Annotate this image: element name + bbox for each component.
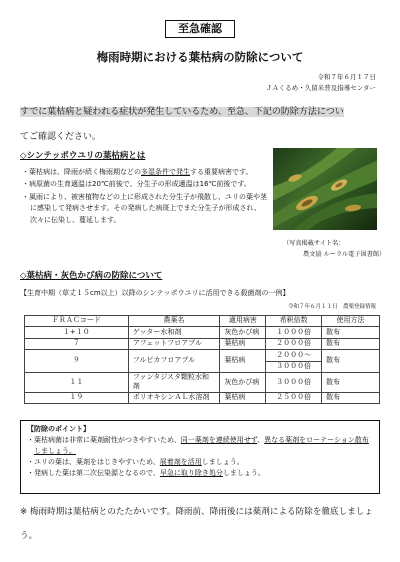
cell-name: ゲッター水和剤 <box>128 327 220 338</box>
document-title: 梅雨時期における葉枯病の防除について <box>96 50 304 64</box>
table-row <box>25 338 380 349</box>
photo-caption-line2: 農文協 ルーラル電子図書館） <box>303 251 386 258</box>
cell-name: ポリオキシンＡＬ水溶剤 <box>128 392 220 403</box>
urgent-badge: 至急確認 <box>165 20 235 38</box>
table-title: 【生育中期（草丈１５cm以上）以降のシンテッポウユリに活用できる殺菌剤の一例】 <box>20 289 290 297</box>
cell-dilution: １０００倍 <box>266 327 322 338</box>
photo-caption-line1: （写真掲載サイト名： <box>283 240 345 247</box>
table-row <box>25 327 380 338</box>
control-points-box <box>20 420 380 494</box>
col-pesticide-name: 農薬名 <box>128 316 220 327</box>
cell-method: 散布 <box>322 392 380 403</box>
lead-paragraph <box>20 100 380 150</box>
section-heading-control: ◇葉枯病・灰色かび病の防除について <box>20 271 163 281</box>
points-heading: 【防除のポイント】 <box>27 425 90 433</box>
cell-frac: ９ <box>25 350 129 373</box>
cell-disease: 葉枯病 <box>220 350 266 373</box>
issue-date: 令和７年６月１７日 <box>317 73 376 81</box>
cell-name: フルピカフロアブル <box>128 350 220 373</box>
bullet-item: ・葉枯病は、降雨が続く梅雨期などの多湿条件で発生する重要病害です。 <box>22 168 253 176</box>
point-item: ・ユリの葉は、薬剤をはじきやすいため、展着剤を活用しましょう。 <box>27 458 244 466</box>
cell-method: 散布 <box>322 327 380 338</box>
cell-dilution: ２０００倍 <box>266 338 322 349</box>
table-row <box>25 392 380 403</box>
table-source-note: 令和７年６月１１日 農薬登録情報 <box>287 304 376 310</box>
leaf-blight-photo <box>273 148 377 230</box>
col-method: 使用方法 <box>322 316 380 327</box>
table-header-row <box>25 316 380 327</box>
cell-disease: 葉枯病 <box>220 392 266 403</box>
table-row <box>25 350 380 361</box>
section-heading-disease: ◇シンテッポウユリの葉枯病とは <box>20 151 146 161</box>
cell-dilution: ３０００倍 <box>266 372 322 392</box>
footer-notice: ※ 梅雨時期は葉枯病とのたたかいです。降雨前、降雨後には薬剤による防除を徹底しましょう。 <box>20 507 373 541</box>
cell-method: 散布 <box>322 338 380 349</box>
cell-method: 散布 <box>322 372 380 392</box>
cell-name: アフェットフロアブル <box>128 338 220 349</box>
col-target-disease: 適用病害 <box>220 316 266 327</box>
cell-method: 散布 <box>322 350 380 373</box>
cell-dilution: ２５００倍 <box>266 392 322 403</box>
cell-disease: 葉枯病 <box>220 338 266 349</box>
cell-frac: １９ <box>25 392 129 403</box>
lead-rest: てご確認ください。 <box>20 132 102 142</box>
fungicide-table <box>24 315 380 404</box>
cell-dilution: ２０００～ <box>266 350 322 361</box>
lead-highlight: すでに葉枯病と疑われる症状が発生しているため、至急、下記の防除方法につい <box>20 107 344 117</box>
cell-disease: 灰色かび病 <box>220 327 266 338</box>
cell-frac: １１ <box>25 372 129 392</box>
col-dilution: 希釈倍数 <box>266 316 322 327</box>
disease-bullets <box>22 167 272 227</box>
point-item: ・葉枯病菌は非常に薬剤耐性がつきやすいため、同一薬剤を連続使用せず、異なる薬剤をローテーション散布しましょう。 <box>27 436 369 455</box>
bullet-item: ・風雨により、被害植物などの上に形成された分生子が飛散し、ユリの葉や茎に感染して発病させます。その発病した病斑上でまた分生子が形成され、次々に伝染し、蔓延します。 <box>22 192 267 224</box>
cell-frac: １+１０ <box>25 327 129 338</box>
issuing-organization: ＪＡくるめ・久留米普及指導センター <box>265 84 376 92</box>
col-frac-code: ＦＲＡＣコード <box>25 316 129 327</box>
bullet-item: ・病原菌の生育適温は20℃前後で、分生子の形成適温は16℃前後です。 <box>22 180 251 189</box>
cell-dilution: ３０００倍 <box>266 361 322 372</box>
cell-disease: 灰色かび病 <box>220 372 266 392</box>
table-row <box>25 372 380 392</box>
point-item: ・発病した葉は第二次伝染源となるので、早急に取り除き処分しましょう。 <box>27 469 265 477</box>
cell-frac: ７ <box>25 338 129 349</box>
cell-name: ファンタジスタ顆粒水和剤 <box>128 372 220 392</box>
